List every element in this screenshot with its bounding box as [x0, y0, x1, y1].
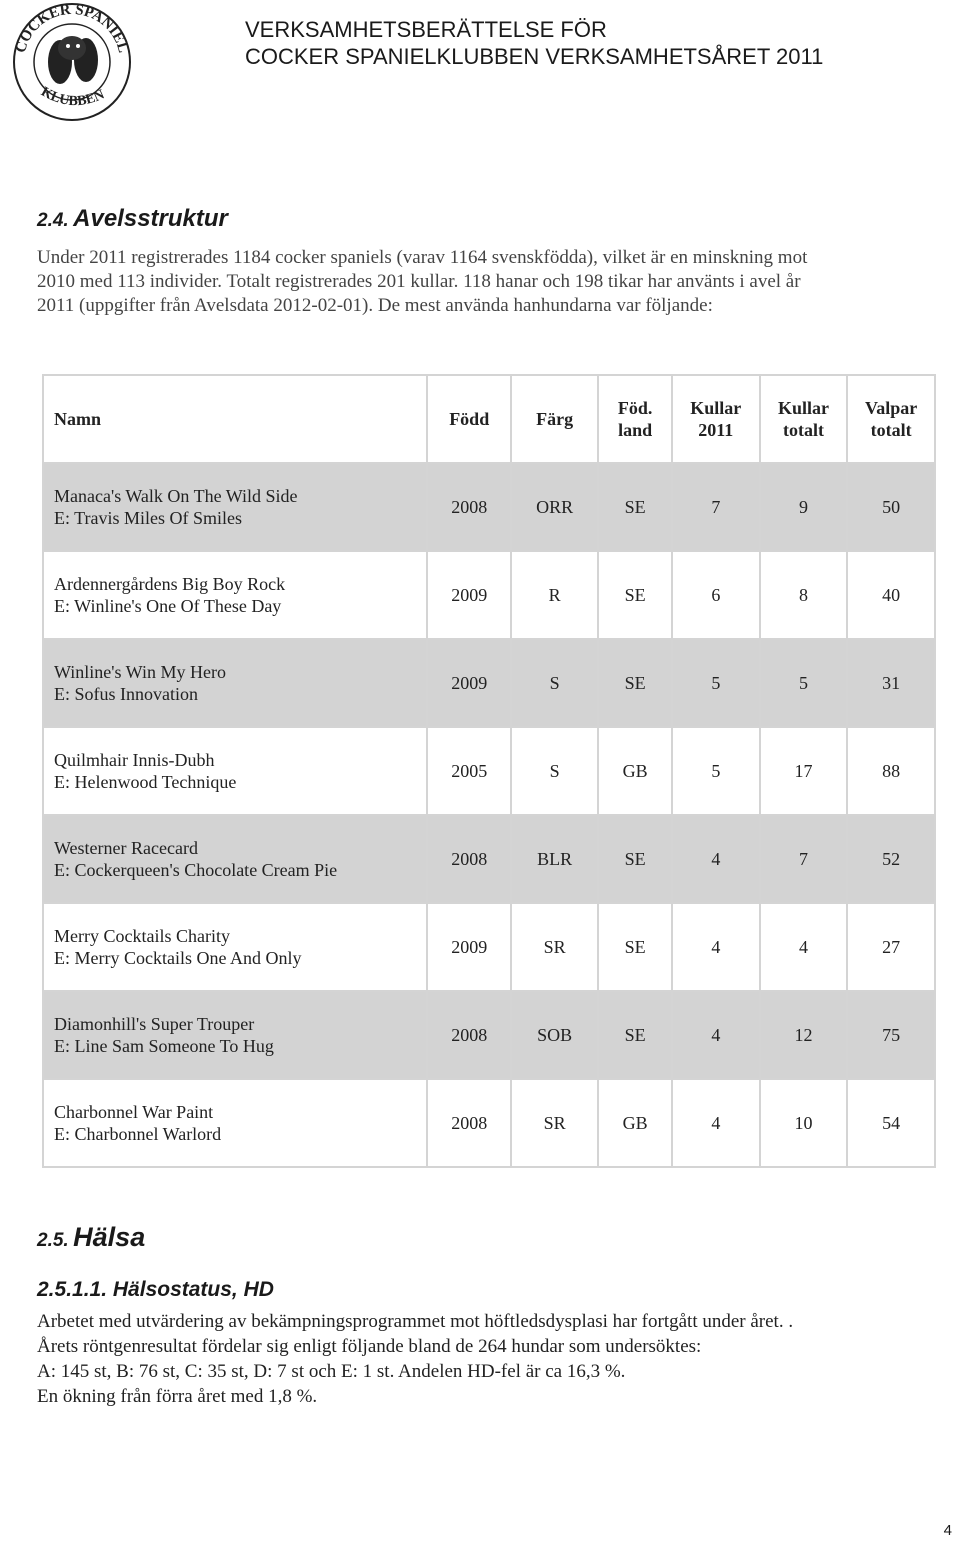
- cell-kullar-totalt: 5: [760, 639, 848, 727]
- cell-farg: SR: [511, 1079, 598, 1167]
- logo-top-text: COCKER SPANIEL: [12, 1, 132, 55]
- intro-paragraph: [37, 246, 807, 318]
- dog-sire: E: Helenwood Technique: [54, 772, 237, 792]
- table-row: [43, 1079, 935, 1167]
- dog-name-cell: [43, 463, 427, 551]
- cell-kullar-2011: 4: [672, 903, 760, 991]
- dog-name-cell: [43, 639, 427, 727]
- paragraph-line: Årets röntgenresultat fördelar sig enligt följande bland de 264 hundar som undersöktes:: [37, 1336, 702, 1357]
- section-number: 2.4.: [37, 210, 69, 231]
- col-header-kullar-totalt: Kullar totalt: [760, 375, 848, 463]
- cell-kullar-totalt: 9: [760, 463, 848, 551]
- dog-sire: E: Travis Miles Of Smiles: [54, 508, 243, 528]
- table-row: [43, 991, 935, 1079]
- dog-name: Merry Cocktails Charity: [54, 926, 230, 946]
- cell-farg: R: [511, 551, 598, 639]
- cell-farg: S: [511, 639, 598, 727]
- cell-kullar-totalt: 4: [760, 903, 848, 991]
- cell-kullar-totalt: 10: [760, 1079, 848, 1167]
- paragraph-line: Under 2011 registrerades 1184 cocker spaniels (varav 1164 svenskfödda), vilket är en minskning mot: [37, 247, 808, 268]
- cell-fodd: 2008: [427, 1079, 510, 1167]
- cell-land: GB: [598, 1079, 672, 1167]
- cell-valpar-totalt: 54: [847, 1079, 935, 1167]
- section-title: Avelsstruktur: [73, 205, 228, 232]
- cell-land: SE: [598, 991, 672, 1079]
- table-row: [43, 463, 935, 551]
- cell-kullar-totalt: 12: [760, 991, 848, 1079]
- dog-name: Westerner Racecard: [54, 838, 198, 858]
- subsection-heading-hd: 2.5.1.1. Hälsostatus, HD: [37, 1278, 274, 1301]
- cell-kullar-2011: 4: [672, 1079, 760, 1167]
- cell-fodd: 2008: [427, 991, 510, 1079]
- cell-kullar-2011: 4: [672, 815, 760, 903]
- paragraph-line: 2011 (uppgifter från Avelsdata 2012-02-01). De mest använda hanhundarna var följande:: [37, 295, 713, 316]
- header-title-line1: VERKSAMHETSBERÄTTELSE FÖR: [245, 17, 607, 42]
- cell-valpar-totalt: 40: [847, 551, 935, 639]
- dog-sire: E: Line Sam Someone To Hug: [54, 1036, 274, 1056]
- cell-farg: S: [511, 727, 598, 815]
- dog-sire: E: Sofus Innovation: [54, 684, 198, 704]
- table-row: [43, 727, 935, 815]
- paragraph-line: 2010 med 113 individer. Totalt registrerades 201 kullar. 118 hanar och 198 tikar har använts i avel år: [37, 271, 801, 292]
- table-header-row: [43, 375, 935, 463]
- cell-fodd: 2008: [427, 463, 510, 551]
- dog-name: Quilmhair Innis-Dubh: [54, 750, 215, 770]
- paragraph-line: En ökning från förra året med 1,8 %.: [37, 1386, 318, 1407]
- dog-name-cell: [43, 815, 427, 903]
- col-header-kullar-2011: Kullar 2011: [672, 375, 760, 463]
- document-header: [245, 16, 823, 70]
- cell-land: SE: [598, 463, 672, 551]
- cell-farg: SR: [511, 903, 598, 991]
- logo-bottom-text: KLUBBEN: [38, 84, 107, 110]
- cell-valpar-totalt: 88: [847, 727, 935, 815]
- cell-kullar-2011: 4: [672, 991, 760, 1079]
- cell-valpar-totalt: 31: [847, 639, 935, 727]
- dog-sire: E: Cockerqueen's Chocolate Cream Pie: [54, 860, 338, 880]
- dog-name-cell: [43, 551, 427, 639]
- dog-name-cell: [43, 991, 427, 1079]
- cell-farg: ORR: [511, 463, 598, 551]
- cell-kullar-2011: 5: [672, 727, 760, 815]
- dog-name: Manaca's Walk On The Wild Side: [54, 486, 298, 506]
- page-number: 4: [943, 1522, 952, 1539]
- cell-land: SE: [598, 903, 672, 991]
- col-header-namn: Namn: [43, 375, 427, 463]
- header-title-line2: COCKER SPANIELKLUBBEN VERKSAMHETSÅRET 2011: [245, 44, 824, 69]
- cell-land: SE: [598, 815, 672, 903]
- cell-fodd: 2009: [427, 903, 510, 991]
- cell-kullar-totalt: 17: [760, 727, 848, 815]
- dog-sire: E: Winline's One Of These Day: [54, 596, 282, 616]
- dog-name: Diamonhill's Super Trouper: [54, 1014, 255, 1034]
- col-header-fodd: Född: [427, 375, 510, 463]
- cell-fodd: 2005: [427, 727, 510, 815]
- section-heading-halsa: [37, 1222, 145, 1253]
- table-row: [43, 551, 935, 639]
- section-title: Hälsa: [73, 1222, 146, 1252]
- cell-farg: SOB: [511, 991, 598, 1079]
- breeding-sires-table: [42, 374, 936, 1168]
- dog-name: Charbonnel War Paint: [54, 1102, 214, 1122]
- dog-sire: E: Merry Cocktails One And Only: [54, 948, 302, 968]
- club-logo: [2, 0, 142, 125]
- cell-kullar-2011: 5: [672, 639, 760, 727]
- col-header-farg: Färg: [511, 375, 598, 463]
- cell-valpar-totalt: 75: [847, 991, 935, 1079]
- cell-fodd: 2009: [427, 551, 510, 639]
- col-header-fod-land: Föd. land: [598, 375, 672, 463]
- cell-land: SE: [598, 551, 672, 639]
- dog-sire: E: Charbonnel Warlord: [54, 1124, 222, 1144]
- dog-name: Winline's Win My Hero: [54, 662, 226, 682]
- section-number: 2.5.: [37, 1230, 69, 1251]
- dog-name-cell: [43, 1079, 427, 1167]
- paragraph-line: A: 145 st, B: 76 st, C: 35 st, D: 7 st och E: 1 st. Andelen HD-fel är ca 16,3 %.: [37, 1361, 626, 1382]
- dog-name: Ardennergårdens Big Boy Rock: [54, 574, 286, 594]
- table-row: [43, 815, 935, 903]
- cell-kullar-totalt: 8: [760, 551, 848, 639]
- hd-paragraph: [37, 1309, 793, 1409]
- cell-farg: BLR: [511, 815, 598, 903]
- table-row: [43, 903, 935, 991]
- cell-land: GB: [598, 727, 672, 815]
- table-row: [43, 639, 935, 727]
- cell-fodd: 2009: [427, 639, 510, 727]
- cell-land: SE: [598, 639, 672, 727]
- dog-name-cell: [43, 903, 427, 991]
- paragraph-line: Arbetet med utvärdering av bekämpningsprogrammet mot höftledsdysplasi har fortgått under året. .: [37, 1311, 794, 1332]
- cell-valpar-totalt: 52: [847, 815, 935, 903]
- col-header-valpar-totalt: Valpar totalt: [847, 375, 935, 463]
- cell-fodd: 2008: [427, 815, 510, 903]
- cell-kullar-totalt: 7: [760, 815, 848, 903]
- section-heading-avelsstruktur: [37, 205, 228, 233]
- cell-kullar-2011: 6: [672, 551, 760, 639]
- dog-name-cell: [43, 727, 427, 815]
- cell-valpar-totalt: 27: [847, 903, 935, 991]
- cell-kullar-2011: 7: [672, 463, 760, 551]
- cell-valpar-totalt: 50: [847, 463, 935, 551]
